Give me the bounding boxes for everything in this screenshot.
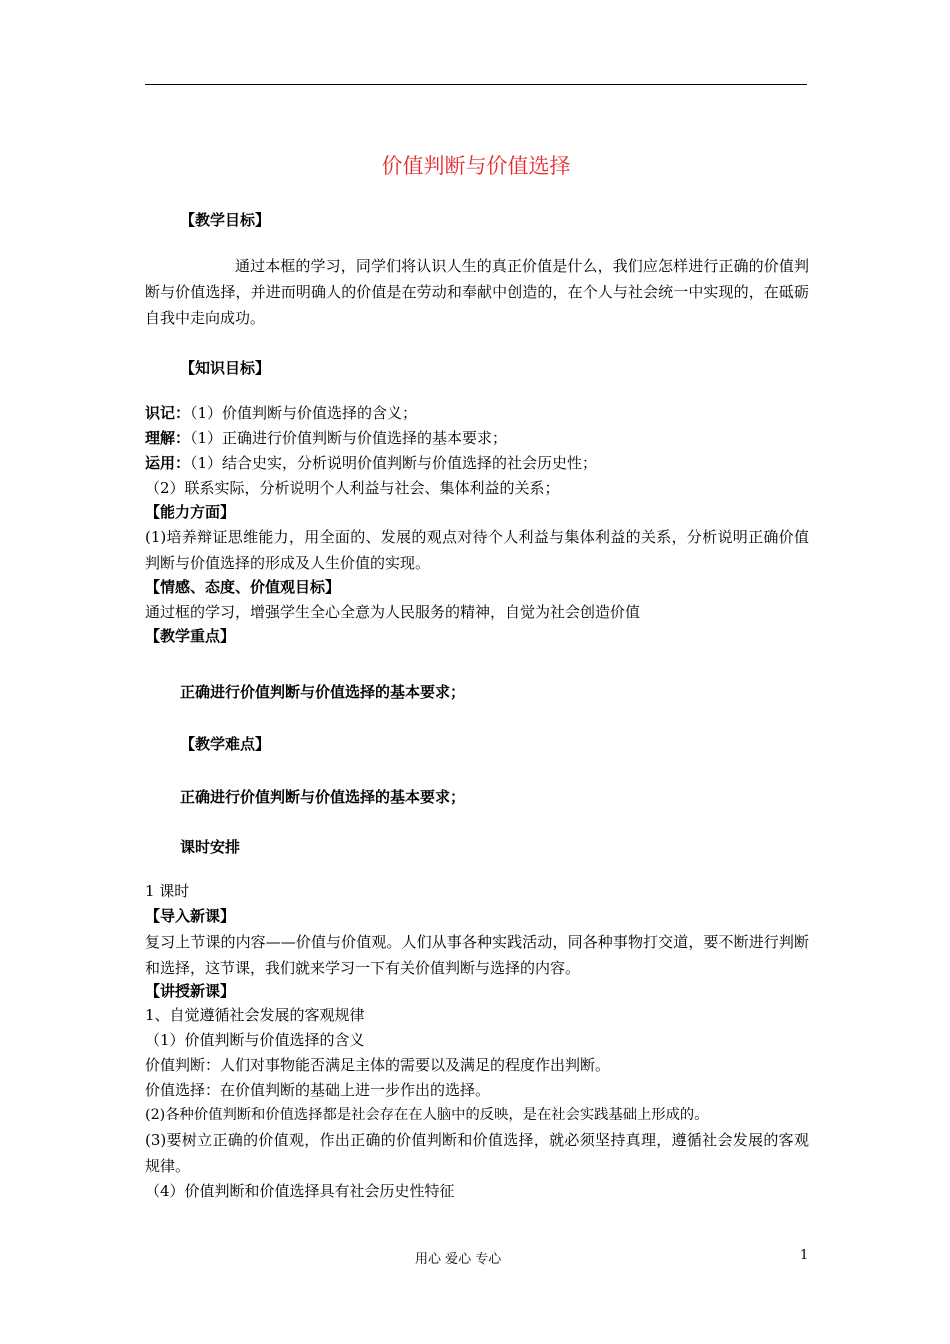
knowledge-heading: 【知识目标】 <box>180 359 271 377</box>
difficulty-text: 正确进行价值判断与价值选择的基本要求； <box>180 788 466 806</box>
recall-line <box>145 401 417 425</box>
key-heading: 【教学重点】 <box>145 627 236 645</box>
header-rule <box>145 84 807 85</box>
understand-line <box>145 426 507 450</box>
intro-heading: 【导入新课】 <box>145 907 236 925</box>
lecture-line: (2)各种价值判断和价值选择都是社会存在在人脑中的反映，是在社会实践基础上形成的。 <box>145 1107 709 1123</box>
intro-text: 复习上节课的内容——价值与价值观。人们从事各种实践活动，同各种事物打交道，要不断进行判断和选择，这节课，我们就来学习一下有关价值判断与选择的内容。 <box>145 933 809 977</box>
lecture-line: （4）价值判断和价值选择具有社会历史性特征 <box>145 1182 455 1200</box>
emotion-text: 通过框的学习，增强学生全心全意为人民服务的精神，自觉为社会创造价值 <box>145 603 641 621</box>
understand-text: （1）正确进行价值判断与价值选择的基本要求； <box>190 429 508 447</box>
apply-line <box>145 451 597 475</box>
lecture-heading: 【讲授新课】 <box>145 982 236 1000</box>
recall-label: 识记： <box>145 404 191 422</box>
emotion-heading: 【情感、态度、价值观目标】 <box>145 578 341 596</box>
lecture-line: 价值判断：人们对事物能否满足主体的需要以及满足的程度作出判断。 <box>145 1056 611 1074</box>
schedule-heading: 课时安排 <box>180 838 241 856</box>
document-title: 价值判断与价值选择 <box>381 154 571 178</box>
lecture-line: 价值选择：在价值判断的基础上进一步作出的选择。 <box>145 1081 491 1099</box>
apply-label: 运用： <box>145 454 191 472</box>
lecture-line: （1）价值判断与价值选择的含义 <box>145 1031 365 1049</box>
page-number: 1 <box>800 1248 809 1263</box>
difficulty-heading: 【教学难点】 <box>180 735 271 753</box>
apply-text-2: （2）联系实际，分析说明个人利益与社会、集体利益的关系； <box>145 479 560 497</box>
lecture-line: 1、自觉遵循社会发展的客观规律 <box>145 1006 365 1024</box>
schedule-text: 1 课时 <box>145 882 190 900</box>
key-text: 正确进行价值判断与价值选择的基本要求； <box>180 683 466 701</box>
teaching-goal-heading: 【教学目标】 <box>180 211 271 229</box>
recall-text: （1）价值判断与价值选择的含义； <box>190 404 418 422</box>
apply-text: （1）结合史实，分析说明价值判断与价值选择的社会历史性； <box>190 454 598 472</box>
footer-text: 用心 爱心 专心 <box>415 1252 502 1267</box>
teaching-goal-text: 通过本框的学习，同学们将认识人生的真正价值是什么，我们应怎样进行正确的价值判断与价值选择，并进而明确人的价值是在劳动和奉献中创造的，在个人与社会统一中实现的，在砥砺自我中走向成功。 <box>145 257 809 327</box>
understand-label: 理解： <box>145 429 191 447</box>
lecture-line: (3)要树立正确的价值观，作出正确的价值判断和价值选择，就必须坚持真理，遵循社会发展的客观规律。 <box>145 1131 809 1175</box>
ability-heading: 【能力方面】 <box>145 503 236 521</box>
ability-text: (1)培养辩证思维能力，用全面的、发展的观点对待个人利益与集体利益的关系，分析说明正确价值判断与价值选择的形成及人生价值的实现。 <box>145 528 809 572</box>
